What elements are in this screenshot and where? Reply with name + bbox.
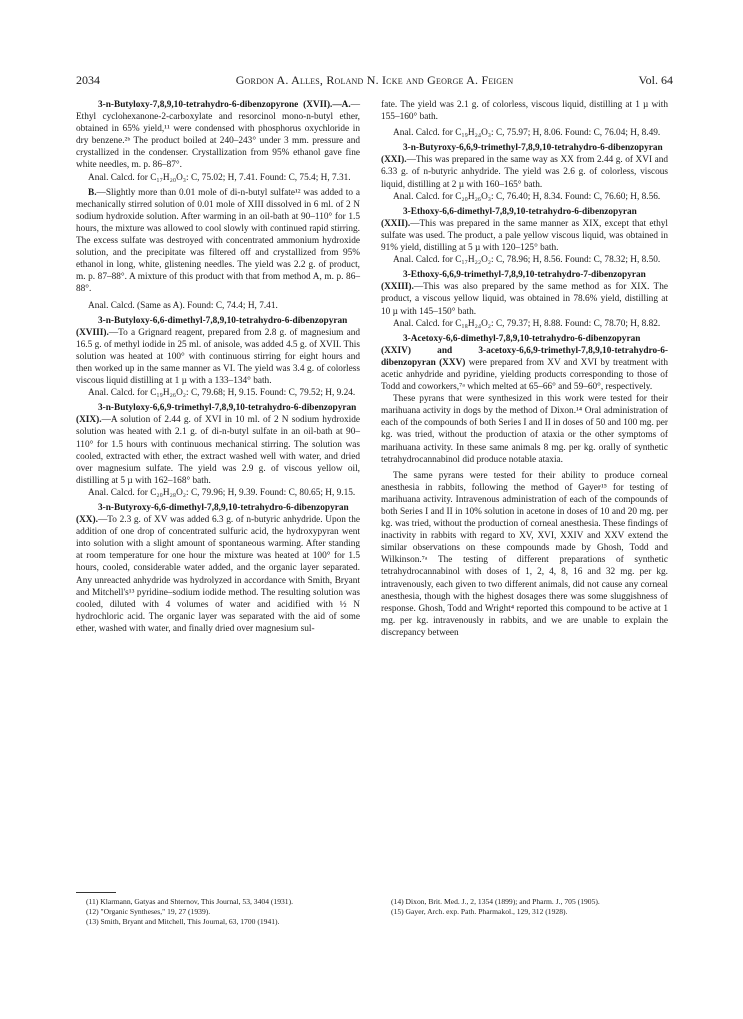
- paragraph: [381, 142, 668, 190]
- paragraph: [76, 402, 360, 487]
- analysis-line: Anal. Calcd. for C₂₀H₂₈O₂: C, 79.96; H, 9.39. Found: C, 80.65; H, 9.15.: [88, 487, 356, 498]
- footnotes-left: [76, 892, 360, 927]
- footnote-rule: [76, 892, 116, 893]
- running-head-authors: Gordon A. Alles, Roland N. Icke and George A. Feigen: [235, 73, 514, 87]
- compound-heading: 3-Ethoxy-6,6-dimethyl-7,8,9,10-tetrahydro-6-dibenzopyran (XXII).: [381, 206, 637, 229]
- paragraph: [381, 333, 668, 393]
- footnote: (15) Gayer, Arch. exp. Path. Pharmakol., 129, 312 (1928).: [391, 907, 568, 916]
- analysis-line: Anal. Calcd. (Same as A). Found: C, 74.4; H, 7.41.: [88, 300, 278, 311]
- compound-heading: 3-n-Butyloxy-6,6,9-trimethyl-7,8,9,10-tetrahydro-6-dibenzopyran (XIX).: [76, 403, 357, 426]
- paragraph-text: —To 2.3 g. of XV was added 6.3 g. of n-butyric anhydride. Upon the addition of one drop of concentrated sulfuric acid, the hydroxypyran went into solution with a slight amount of spontaneous warming. After standing at room temperature for one hour the mixture was heated at 100° for 1.5 hours, cooled, considerable water added, and the organic layer separated. Any unreacted anhydride was hydrolyzed in accordance with Smith, Bryant and Mitchell's¹³ pyridine–sodium iodide method. The resulting solution was cooled, diluted with 4 volumes of water and acidified with ½ N hydrochloric acid. The organic layer was separated with the aid of some ether, washed with water, and finally dried over magnesium sul-: [76, 515, 360, 634]
- footnote: (12) "Organic Syntheses," 19, 27 (1939).: [86, 907, 211, 916]
- compound-heading: 3-Acetoxy-6,6-dimethyl-7,8,9,10-tetrahydro-6-dibenzopyran (XXIV) and 3-acetoxy-6,6,9-trimethyl-7,8,9,10-tetrahydro-6-dibenzopyran (XXV): [381, 333, 668, 368]
- compound-heading: 3-n-Butyloxy-6,6-dimethyl-7,8,9,10-tetrahydro-6-dibenzopyran (XVIII).: [76, 315, 348, 338]
- paragraph: [76, 99, 360, 172]
- paragraph: fate. The yield was 2.1 g. of colorless, viscous liquid, distilling at 1 µ with 155–160° bath.: [381, 100, 668, 123]
- paragraph-text: —Ethyl cyclohexanone-2-carboxylate and resorcinol mono-n-butyl ether, obtained in 65% yield,¹¹ were condensed with phosphorus oxychloride in dry benzene.²ᵇ The product boiled at 240–243° under 3 mm. pressure and crystallized in the condenser. Crystallization from 95% ethanol gave fine white needles, m. p. 86–87°.: [76, 100, 360, 171]
- paragraph-text: —To a Grignard reagent, prepared from 2.8 g. of magnesium and 16.5 g. of methyl iodide in 25 ml. of anisole, was added 4.5 g. of XVII. This solution was heated at 100° with continuous stirring for eight hours and then worked up in the same manner as VI. The yield was 3.4 g. of colorless viscous liquid distilling at 1 µ with a 133–134° bath.: [76, 327, 360, 387]
- paragraph: [381, 269, 668, 317]
- compound-heading: 3-Ethoxy-6,6,9-trimethyl-7,8,9,10-tetrahydro-7-dibenzopyran (XXIII).: [381, 270, 646, 293]
- analysis-line: Anal. Calcd. for C₁₇H₂₂O₂: C, 78.96; H, 8.56. Found: C, 78.32; H, 8.50.: [393, 255, 661, 266]
- paragraph-text: —This was prepared in the same manner as XIX, except that ethyl sulfate was used. The product, a pale yellow viscous liquid, was obtained in 91% yield, distilling at 5 µ with 120–125° bath.: [381, 218, 668, 254]
- analysis-line: Anal. Calcd. for C₁₉H₂₆O₂: C, 79.68; H, 9.15. Found: C, 79.52; H, 9.24.: [88, 388, 356, 399]
- analysis-line: Anal. Calcd. for C₁₉H₂₄O₃: C, 75.97; H, 8.06. Found: C, 76.04; H, 8.49.: [393, 128, 661, 139]
- analysis-line: Anal. Calcd. for C₁₇H₂₀O₃: C, 75.02; H, 7.41. Found: C, 75.4; H, 7.31.: [88, 172, 351, 183]
- paragraph-text: —Slightly more than 0.01 mole of di-n-butyl sulfate¹² was added to a mechanically stirred solution of 0.01 mole of XIII dissolved in 6 ml. of 2 N sodium hydroxide solution. After warming in an oil-bath at 90–110° for 1.5 hours, the mixture was allowed to cool slowly with continued rapid stirring. The excess sulfate was destroyed with concentrated ammonium hydroxide solution, and the precipitate was filtered off and crystallized from 95% ethanol in long, white, glistening needles. The yield was 2.2 g. of product, m. p. 87–88°. A mixture of this product with that from method A, m. p. 86–88°.: [76, 187, 360, 295]
- running-header: [76, 73, 673, 89]
- footnote: (14) Dixon, Brit. Med. J., 2, 1354 (1899); and Pharm. J., 705 (1905).: [391, 897, 600, 906]
- method-heading: B.: [88, 187, 97, 198]
- paragraph: [76, 502, 360, 635]
- paragraph: [76, 187, 360, 296]
- paragraph: [76, 315, 360, 388]
- footnotes-right: [381, 892, 668, 917]
- compound-heading: 3-n-Butyroxy-6,6-dimethyl-7,8,9,10-tetrahydro-6-dibenzopyran (XX).: [76, 503, 349, 526]
- page-number: 2034: [76, 73, 100, 87]
- compound-heading: 3-n-Butyroxy-6,6,9-trimethyl-7,8,9,10-tetrahydro-6-dibenzopyran (XXI).: [381, 143, 663, 166]
- paragraph: [381, 206, 668, 254]
- paragraph-text: —A solution of 2.44 g. of XVI in 10 ml. of 2 N sodium hydroxide solution was heated with 2.1 g. of di-n-butyl sulfate in an oil-bath at 90–110° for 1.5 hours with continuous mechanical stirring. The solution was cooled, extracted with ether, the extract washed well with water, and dried over magnesium sulfate. The yield was 2.9 g. of viscous yellow oil, distilling at 5 µ with 162–168° bath.: [76, 415, 360, 486]
- left-column: [76, 99, 360, 635]
- volume-label: Vol. 64: [638, 73, 673, 87]
- footnote: (13) Smith, Bryant and Mitchell, This Journal, 63, 1700 (1941).: [86, 917, 280, 926]
- analysis-line: Anal. Calcd. for C₁₈H₂₄O₂: C, 79.37; H, 8.88. Found: C, 78.70; H, 8.82.: [393, 318, 661, 329]
- paragraph: These pyrans that were synthesized in this work were tested for their marihuana activity in dogs by the method of Dixon.¹⁴ Oral administration of each of the compounds of both Series I and II in doses of 50 and 100 mg. per kg. was tried, without the production of ataxia or the other symptoms of marihuana activity. In these same animals 8 mg. per kg. orally of synthetic tetrahydrocannabinol did produce notable ataxia.: [381, 394, 668, 465]
- analysis-line: Anal. Calcd. for C₂₀H₂₆O₃: C, 76.40; H, 8.34. Found: C, 76.60; H, 8.56.: [393, 191, 661, 202]
- compound-heading: 3-n-Butyloxy-7,8,9,10-tetrahydro-6-dibenzopyrone (XVII).—A.: [98, 100, 351, 110]
- footnote: (11) Klarmann, Gatyas and Shternov, This Journal, 53, 3404 (1931).: [86, 897, 294, 906]
- right-column: [381, 99, 668, 643]
- paragraph: The same pyrans were tested for their ability to produce corneal anesthesia in rabbits, following the method of Gayer¹⁵ for testing of marihuana activity. Intravenous administration of each of the compounds of both Series I and II in 10% solution in acetone in doses of 10 and 20 mg. per kg. was tried, without the production of corneal anesthesia. These findings of inactivity in rabbits with regard to XV, XVI, XXIV and XXV extend the similar observations on these compounds made by Ghosh, Todd and Wilkinson.⁷ᵃ The testing of different preparations of synthetic tetrahydrocannabinol with doses of 1, 2, 4, 8, 16 and 32 mg. per kg. intravenously, each given to two different animals, did not cause any corneal anesthesia, though with the highest dosages there was some sluggishness of response. Ghosh, Todd and Wright⁴ reported this compound to be active at 1 mg. per kg. intravenously in rabbits, and we are unable to explain the discrepancy between: [381, 470, 668, 638]
- paragraph-text: were prepared from XV and XVI by treatment with acetic anhydride and pyridine, yielding products corresponding to those of Todd and coworkers,⁷ᵃ which melted at 65–66° and 59–60°, respectively.: [381, 357, 668, 393]
- paragraph-text: —This was prepared in the same way as XX from 2.44 g. of XVI and 6.33 g. of n-butyric anhydride. The yield was 2.6 g. of colorless, viscous liquid, distilling at 2 µ with 160–165° bath.: [381, 155, 668, 190]
- paragraph-text: —This was also prepared by the same method as for XIX. The product, a viscous yellow liquid, was obtained in 78.6% yield, distilling at 10 µ with 145–150° bath.: [381, 282, 668, 317]
